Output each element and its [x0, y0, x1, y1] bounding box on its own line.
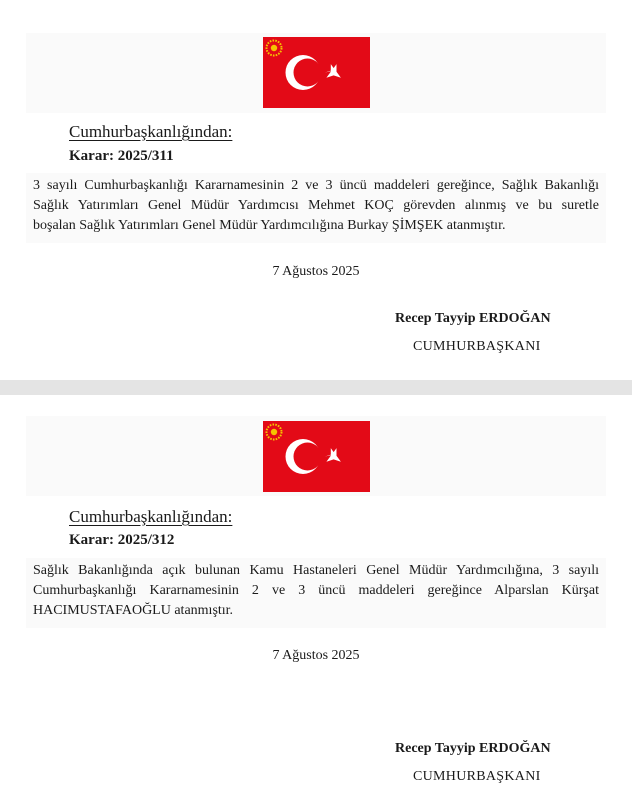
signer-name: Recep Tayyip ERDOĞAN: [395, 311, 551, 326]
signer-title: CUMHURBAŞKANI: [413, 769, 541, 784]
issuing-authority: Cumhurbaşkanlığından:: [69, 507, 233, 526]
turkish-flag-icon: [263, 37, 370, 108]
turkish-flag-icon: [263, 421, 370, 492]
decree-text-line: HACIMUSTAFAOĞLU atanmıştır.: [33, 603, 234, 618]
decree-card: [0, 0, 632, 380]
decree-separator: [0, 380, 632, 395]
decree-date: 7 Ağustos 2025: [272, 648, 360, 663]
decree-text-line: Sağlık Bakanlığında açık bulunan Kamu Hastaneleri Genel Müdür Yardımcılığına, 3 sayılı: [33, 563, 599, 578]
decree-text-line: Cumhurbaşkanlığı Kararnamesinin 2 ve 3 üncü maddeleri gereğince Alparslan Kürşat: [33, 583, 599, 598]
decree-date: 7 Ağustos 2025: [272, 264, 360, 279]
decree-card: [0, 395, 632, 812]
decree-text-line: Sağlık Yatırımları Genel Müdür Yardımcısı Mehmet KOÇ görevden alınmış ve bu suretle: [33, 198, 599, 213]
decree-number: Karar: 2025/312: [69, 532, 175, 548]
signer-title: CUMHURBAŞKANI: [413, 339, 541, 354]
decree-text-line: 3 sayılı Cumhurbaşkanlığı Kararnamesinin 2 ve 3 üncü maddeleri gereğince, Sağlık Bakanlığı: [33, 178, 599, 193]
signer-name: Recep Tayyip ERDOĞAN: [395, 741, 551, 756]
issuing-authority: Cumhurbaşkanlığından:: [69, 122, 233, 141]
decree-number: Karar: 2025/311: [69, 148, 174, 164]
decree-text-line: boşalan Sağlık Yatırımları Genel Müdür Yardımcılığına Burkay ŞİMŞEK atanmıştır.: [33, 218, 506, 233]
